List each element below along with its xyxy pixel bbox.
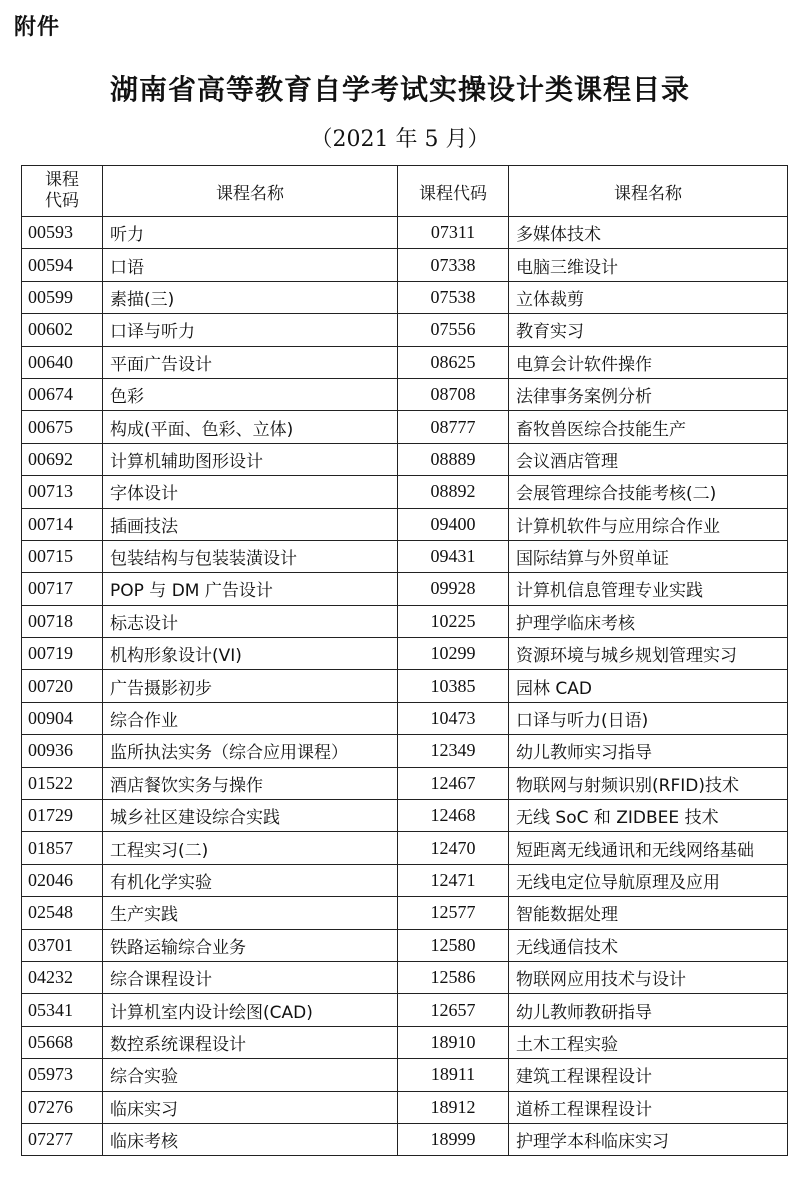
table-body [22,217,788,1156]
table-row [22,702,788,734]
course-name-right: 智能数据处理 [509,897,788,929]
course-table [21,165,788,1156]
table-row [22,476,788,508]
course-name-right: 护理学本科临床实习 [509,1123,788,1155]
course-code-right: 10299 [398,638,509,670]
course-code-left: 05973 [22,1059,103,1091]
course-name-right: 土木工程实验 [509,1026,788,1058]
course-name-left: 工程实习(二) [103,832,398,864]
course-code-left: 00936 [22,735,103,767]
table-row [22,961,788,993]
course-name-right: 无线 SoC 和 ZIDBEE 技术 [509,800,788,832]
course-name-left: 字体设计 [103,476,398,508]
course-name-right: 资源环境与城乡规划管理实习 [509,638,788,670]
course-name-right: 电算会计软件操作 [509,346,788,378]
course-code-right: 12468 [398,800,509,832]
course-name-left: 综合课程设计 [103,961,398,993]
course-code-left: 01857 [22,832,103,864]
course-name-right: 护理学临床考核 [509,605,788,637]
course-name-left: 平面广告设计 [103,346,398,378]
course-name-left: 监所执法实务（综合应用课程） [103,735,398,767]
course-name-right: 建筑工程课程设计 [509,1059,788,1091]
course-code-right: 18912 [398,1091,509,1123]
course-code-right: 12349 [398,735,509,767]
course-name-left: 计算机室内设计绘图(CAD) [103,994,398,1026]
course-code-left: 02548 [22,897,103,929]
table-row [22,605,788,637]
course-name-left: 插画技法 [103,508,398,540]
table-row [22,1091,788,1123]
course-code-right: 12470 [398,832,509,864]
course-name-right: 道桥工程课程设计 [509,1091,788,1123]
course-name-right: 物联网与射频识别(RFID)技术 [509,767,788,799]
course-name-left: 口译与听力 [103,314,398,346]
course-code-left: 00599 [22,281,103,313]
course-code-left: 00720 [22,670,103,702]
course-code-left: 00674 [22,378,103,410]
course-code-left: 07277 [22,1123,103,1155]
course-name-right: 短距离无线通讯和无线网络基础 [509,832,788,864]
course-code-right: 09400 [398,508,509,540]
course-code-left: 04232 [22,961,103,993]
course-code-right: 08708 [398,378,509,410]
course-name-right: 口译与听力(日语) [509,702,788,734]
course-code-left: 00713 [22,476,103,508]
column-header-name-right: 课程名称 [509,166,788,217]
course-code-right: 10385 [398,670,509,702]
course-code-right: 10473 [398,702,509,734]
course-name-right: 会议酒店管理 [509,443,788,475]
course-code-right: 12586 [398,961,509,993]
course-name-left: 数控系统课程设计 [103,1026,398,1058]
course-code-right: 12467 [398,767,509,799]
course-code-left: 01729 [22,800,103,832]
course-name-right: 物联网应用技术与设计 [509,961,788,993]
course-name-left: 酒店餐饮实务与操作 [103,767,398,799]
course-code-right: 07311 [398,217,509,249]
course-code-right: 08892 [398,476,509,508]
course-code-left: 07276 [22,1091,103,1123]
course-code-left: 00718 [22,605,103,637]
course-code-right: 07538 [398,281,509,313]
table-row [22,1059,788,1091]
course-name-left: 有机化学实验 [103,864,398,896]
table-row [22,670,788,702]
course-code-left: 00717 [22,573,103,605]
course-name-left: 临床考核 [103,1123,398,1155]
course-code-left: 00593 [22,217,103,249]
course-code-left: 05341 [22,994,103,1026]
course-name-right: 计算机信息管理专业实践 [509,573,788,605]
course-code-right: 12657 [398,994,509,1026]
course-code-right: 12580 [398,929,509,961]
course-code-right: 10225 [398,605,509,637]
table-row [22,249,788,281]
course-name-left: 计算机辅助图形设计 [103,443,398,475]
course-name-right: 园林 CAD [509,670,788,702]
course-name-right: 多媒体技术 [509,217,788,249]
course-name-left: 城乡社区建设综合实践 [103,800,398,832]
table-row [22,897,788,929]
course-name-right: 会展管理综合技能考核(二) [509,476,788,508]
table-row [22,217,788,249]
course-name-right: 畜牧兽医综合技能生产 [509,411,788,443]
table-row [22,864,788,896]
course-name-left: 机构形象设计(VI) [103,638,398,670]
column-header-code-right: 课程代码 [398,166,509,217]
table-row [22,540,788,572]
course-code-right: 07338 [398,249,509,281]
table-row [22,314,788,346]
course-code-right: 07556 [398,314,509,346]
course-name-left: 铁路运输综合业务 [103,929,398,961]
course-code-right: 09431 [398,540,509,572]
attachment-label: 附件 [14,15,61,40]
table-row [22,1123,788,1155]
table-row [22,994,788,1026]
table-row [22,929,788,961]
course-name-left: 综合实验 [103,1059,398,1091]
course-name-right: 计算机软件与应用综合作业 [509,508,788,540]
course-name-right: 法律事务案例分析 [509,378,788,410]
table-header [22,166,788,217]
table-row [22,735,788,767]
table-row [22,411,788,443]
table-row [22,800,788,832]
course-name-left: 标志设计 [103,605,398,637]
column-header-code-left: 课程代码 [22,166,103,217]
course-name-left: 临床实习 [103,1091,398,1123]
course-code-right: 08889 [398,443,509,475]
course-name-right: 国际结算与外贸单证 [509,540,788,572]
course-name-left: 广告摄影初步 [103,670,398,702]
table-row [22,443,788,475]
course-name-left: POP 与 DM 广告设计 [103,573,398,605]
table-row [22,508,788,540]
course-code-left: 00675 [22,411,103,443]
course-code-right: 12577 [398,897,509,929]
course-name-left: 生产实践 [103,897,398,929]
course-name-right: 无线通信技术 [509,929,788,961]
course-code-left: 00715 [22,540,103,572]
table-row [22,832,788,864]
course-code-left: 00692 [22,443,103,475]
course-name-left: 素描(三) [103,281,398,313]
column-header-name-left: 课程名称 [103,166,398,217]
course-name-left: 包装结构与包装装潢设计 [103,540,398,572]
course-name-right: 幼儿教师实习指导 [509,735,788,767]
table-row [22,378,788,410]
course-code-right: 18999 [398,1123,509,1155]
course-code-left: 05668 [22,1026,103,1058]
course-code-right: 18911 [398,1059,509,1091]
table-row [22,346,788,378]
course-name-left: 口语 [103,249,398,281]
course-code-right: 09928 [398,573,509,605]
table-row [22,638,788,670]
course-code-left: 00602 [22,314,103,346]
course-code-left: 00904 [22,702,103,734]
document-date: （2021 年 5 月） [310,127,490,152]
course-code-left: 02046 [22,864,103,896]
course-code-left: 00640 [22,346,103,378]
course-name-left: 构成(平面、色彩、立体) [103,411,398,443]
course-name-right: 电脑三维设计 [509,249,788,281]
course-name-right: 幼儿教师教研指导 [509,994,788,1026]
course-name-right: 教育实习 [509,314,788,346]
table-row [22,1026,788,1058]
course-code-right: 18910 [398,1026,509,1058]
course-code-left: 00719 [22,638,103,670]
course-code-left: 03701 [22,929,103,961]
course-code-left: 00594 [22,249,103,281]
table-row [22,573,788,605]
course-code-right: 12471 [398,864,509,896]
course-name-left: 听力 [103,217,398,249]
course-code-right: 08777 [398,411,509,443]
course-name-left: 综合作业 [103,702,398,734]
course-code-left: 01522 [22,767,103,799]
course-name-right: 无线电定位导航原理及应用 [509,864,788,896]
course-name-right: 立体裁剪 [509,281,788,313]
course-name-left: 色彩 [103,378,398,410]
course-code-right: 08625 [398,346,509,378]
document-title: 湖南省高等教育自学考试实操设计类课程目录 [109,73,690,106]
table-row [22,767,788,799]
course-code-left: 00714 [22,508,103,540]
table-row [22,281,788,313]
